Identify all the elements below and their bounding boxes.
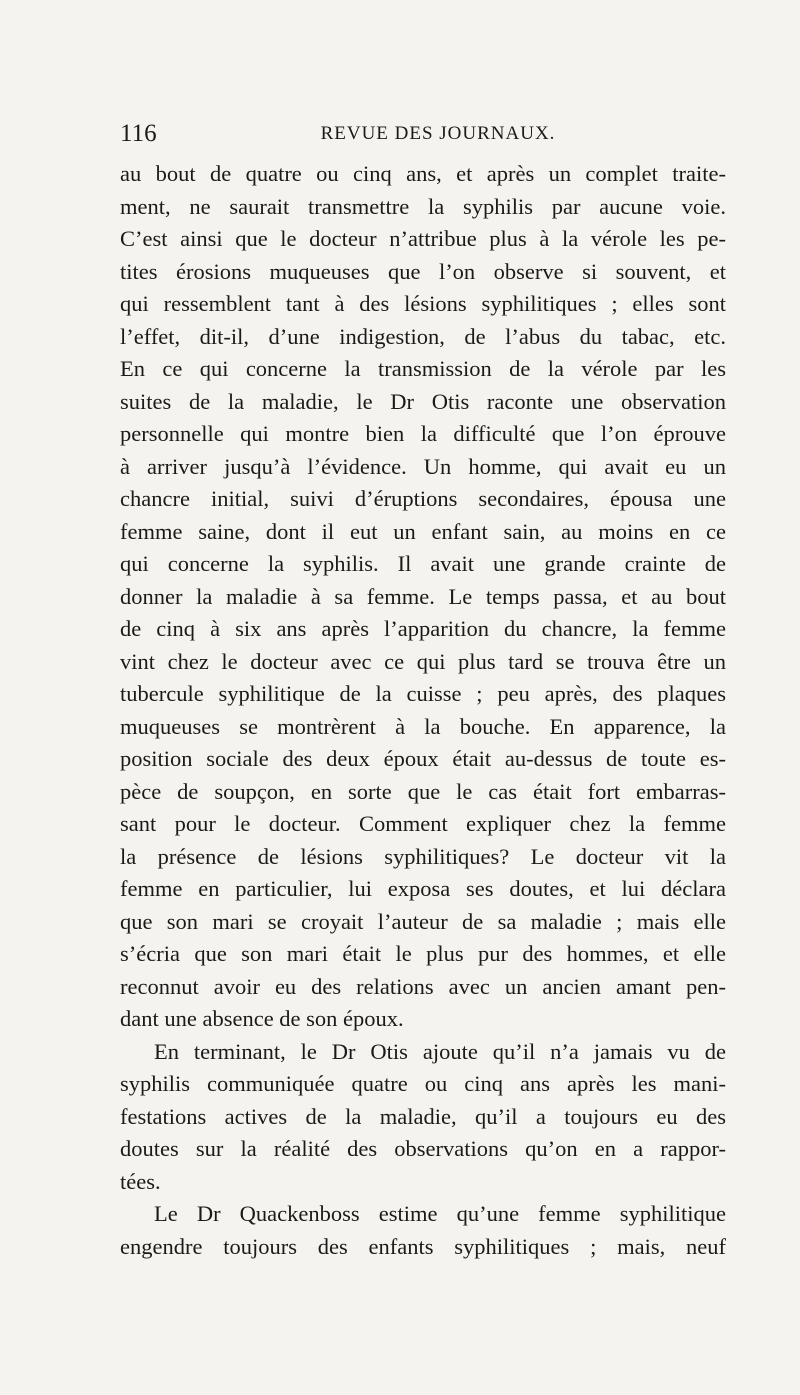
- text-line: femme en particulier, lui exposa ses doutes, et lui déclara: [120, 876, 726, 901]
- text-line: vint chez le docteur avec ce qui plus tard se trouva être un: [120, 648, 726, 674]
- text-line: position sociale des deux époux était au-dessus de toute es-: [120, 746, 726, 771]
- text-line: personnelle qui montre bien la difficulté que l’on éprouve: [120, 421, 726, 446]
- text-line: qui ressemblent tant à des lésions syphilitiques ; elles sont: [120, 291, 726, 316]
- text-line: C’est ainsi que le docteur n’attribue plus à la vérole les pe-: [120, 226, 726, 251]
- running-head: REVUE DES JOURNAUX.: [320, 123, 556, 144]
- text-line: En ce qui concerne la transmission de la vérole par les: [120, 356, 726, 381]
- text-line: l’effet, dit-il, d’une indigestion, de l’abus du tabac, etc.: [120, 323, 726, 349]
- text-line: au bout de quatre ou cinq ans, et après un complet traite-: [120, 161, 726, 186]
- text-line: tites érosions muqueuses que l’on observe si souvent, et: [120, 258, 726, 284]
- text-line: dant une absence de son époux.: [120, 1006, 404, 1031]
- text-line: doutes sur la réalité des observations qu’on en a rappor-: [120, 1136, 726, 1161]
- body-text: [120, 158, 726, 1263]
- text-line: suites de la maladie, le Dr Otis raconte une observation: [120, 388, 726, 414]
- text-line: de cinq à six ans après l’apparition du chancre, la femme: [120, 616, 726, 641]
- text-line: chancre initial, suivi d’éruptions secondaires, épousa une: [120, 486, 726, 511]
- text-line: s’écria que son mari était le plus pur des hommes, et elle: [120, 941, 726, 966]
- text-line: engendre toujours des enfants syphilitiques ; mais, neuf: [120, 1233, 726, 1259]
- text-line: qui concerne la syphilis. Il avait une grande crainte de: [120, 551, 726, 576]
- text-line: tubercule syphilitique de la cuisse ; peu après, des plaques: [120, 681, 726, 706]
- text-line: ment, ne saurait transmettre la syphilis par aucune voie.: [120, 193, 726, 219]
- page-header: [120, 120, 726, 154]
- text-line: syphilis communiquée quatre ou cinq ans après les mani-: [120, 1071, 726, 1096]
- text-line: En terminant, le Dr Otis ajoute qu’il n’a jamais vu de: [154, 1038, 726, 1064]
- text-line: muqueuses se montrèrent à la bouche. En apparence, la: [120, 713, 726, 739]
- text-line: pèce de soupçon, en sorte que le cas était fort embarras-: [120, 778, 726, 804]
- text-line: que son mari se croyait l’auteur de sa maladie ; mais elle: [120, 908, 726, 934]
- text-line: reconnut avoir eu des relations avec un ancien amant pen-: [120, 973, 726, 999]
- text-line: sant pour le docteur. Comment expliquer chez la femme: [120, 811, 726, 836]
- text-line: Le Dr Quackenboss estime qu’une femme syphilitique: [154, 1201, 726, 1226]
- text-line: à arriver jusqu’à l’évidence. Un homme, qui avait eu un: [120, 453, 726, 479]
- text-line: tées.: [120, 1168, 161, 1194]
- text-line: donner la maladie à sa femme. Le temps passa, et au bout: [120, 583, 726, 609]
- page-number: 116: [120, 120, 157, 147]
- text-line: festations actives de la maladie, qu’il a toujours eu des: [120, 1103, 726, 1129]
- text-line: femme saine, dont il eut un enfant sain, au moins en ce: [120, 518, 726, 544]
- text-line: la présence de lésions syphilitiques? Le docteur vit la: [120, 843, 726, 869]
